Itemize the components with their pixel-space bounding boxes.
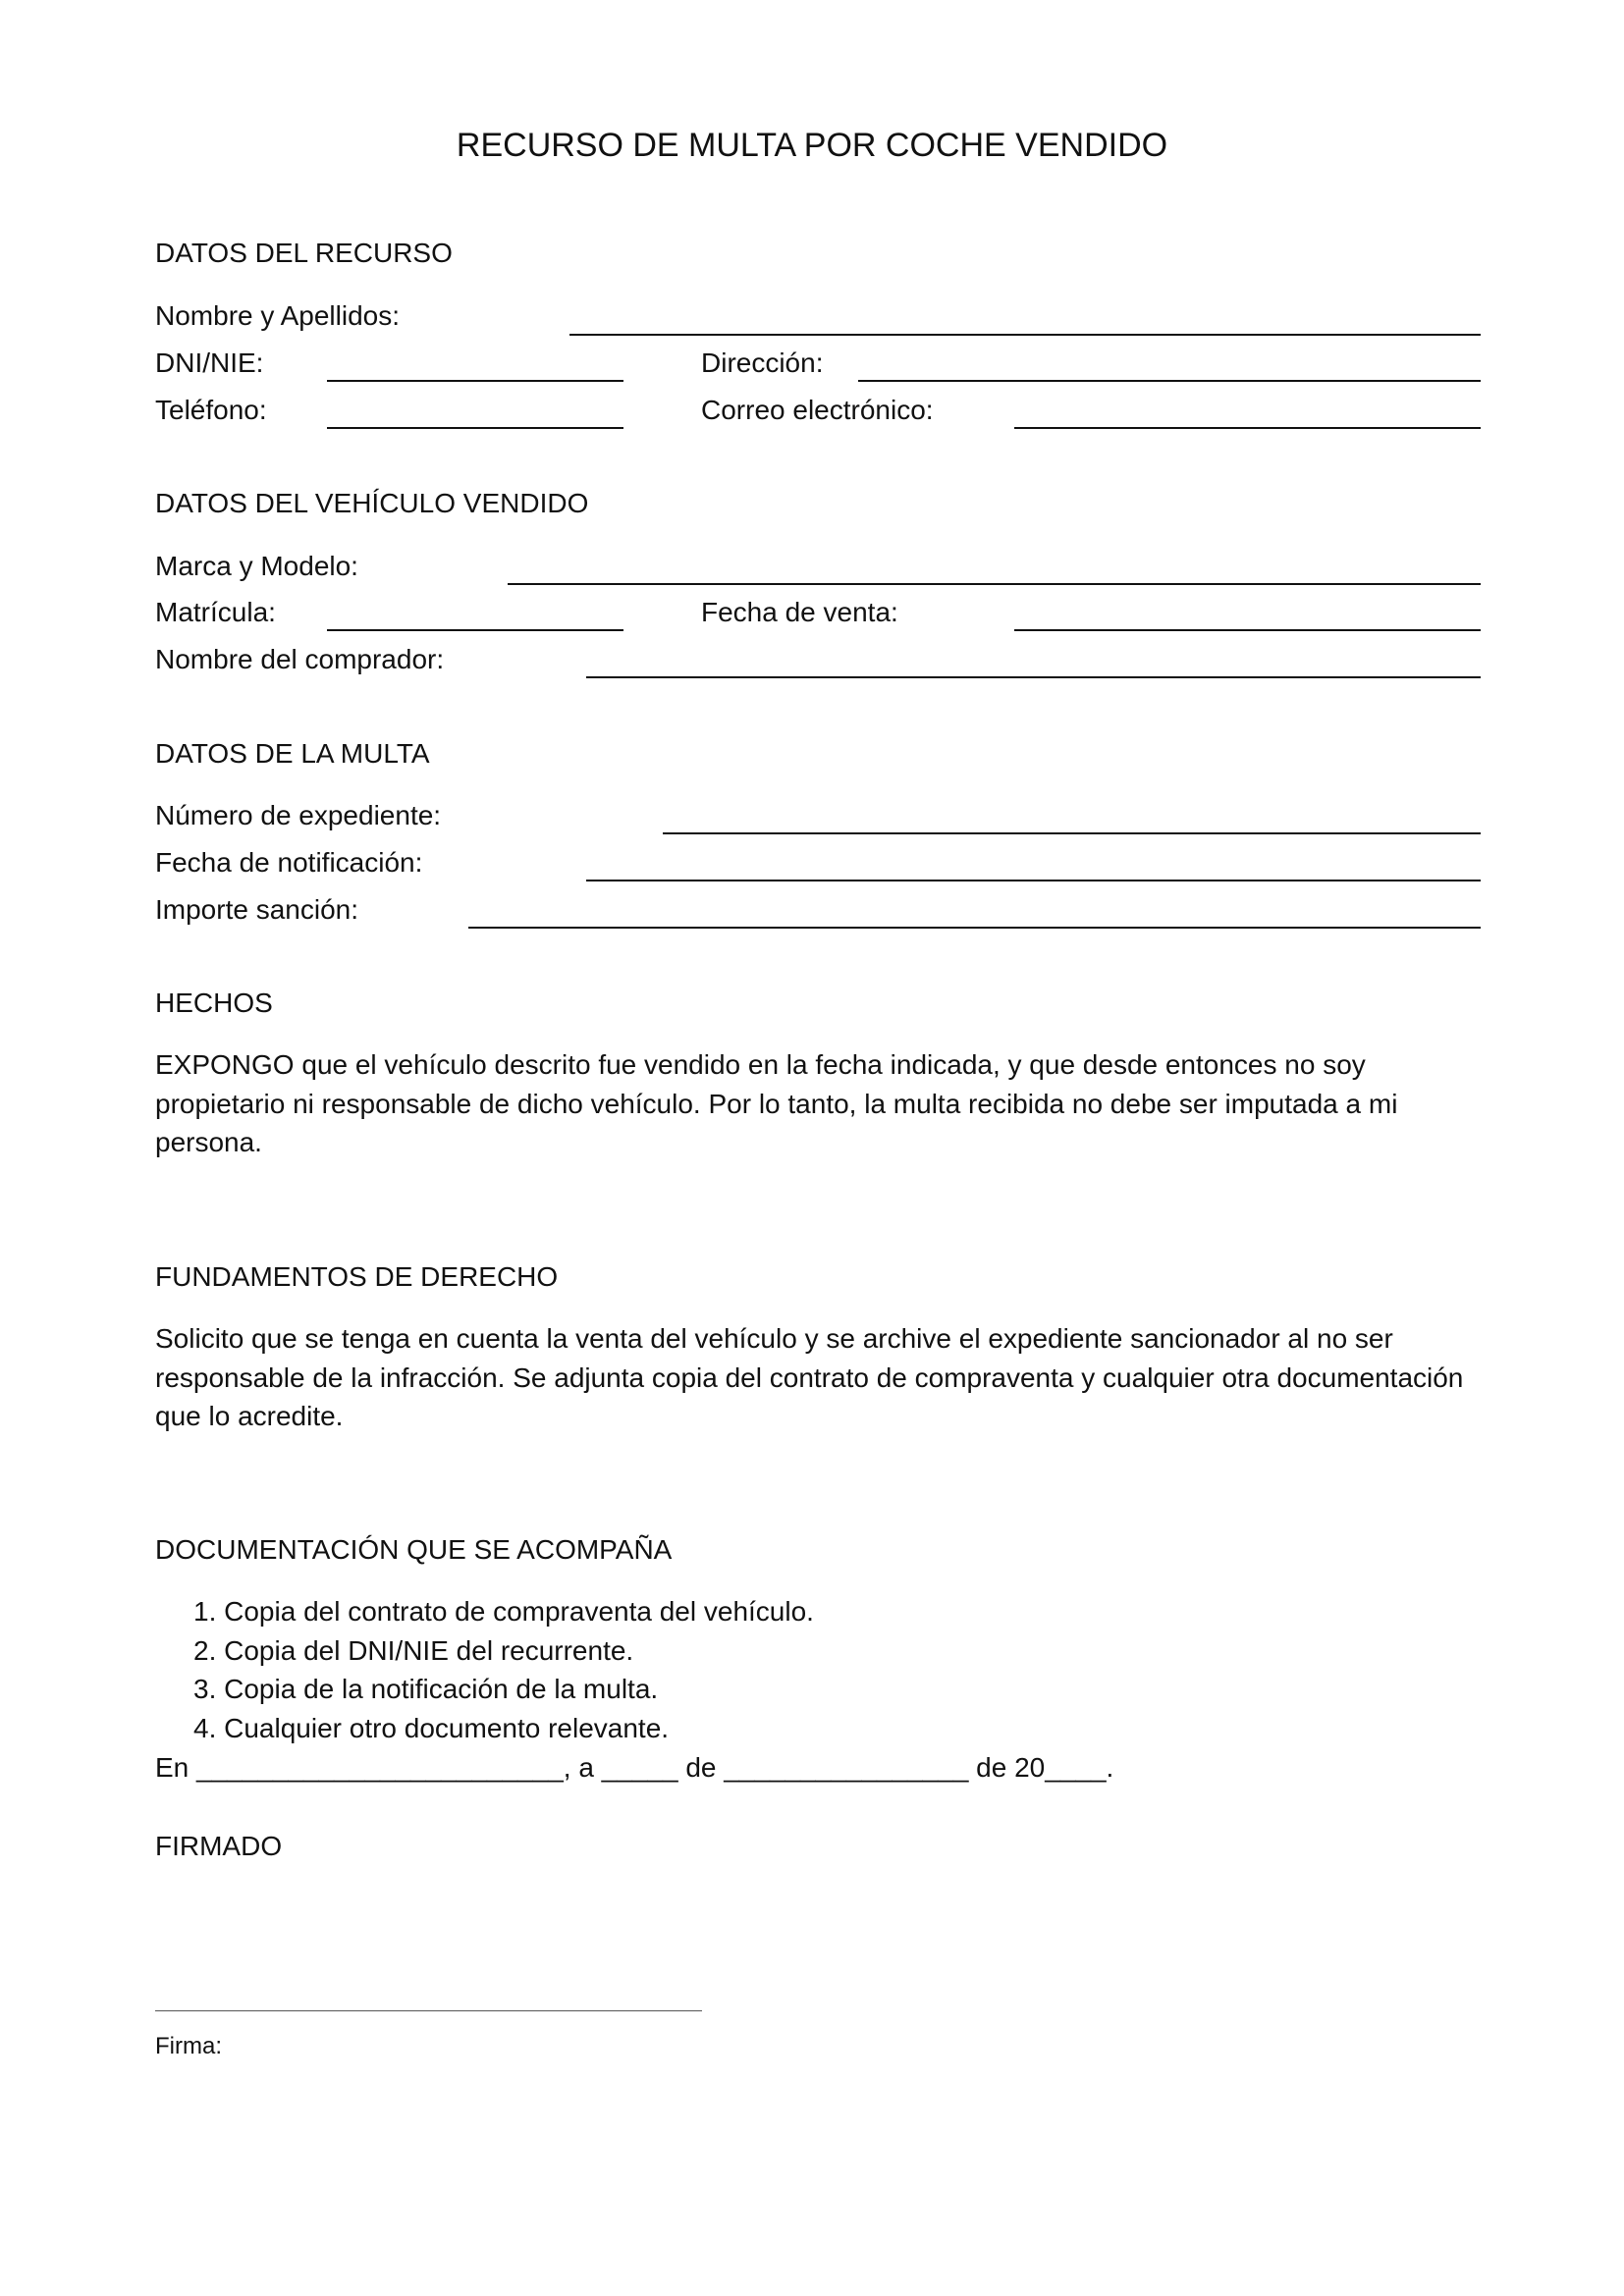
fundamentos-text: Solicito que se tenga en cuenta la venta del vehículo y se archive el expediente sancionador al no ser responsable de la infracción. Se adjunta copia del contrato de compraventa y cualquier otra documentación que lo acredite. (155, 1323, 1464, 1431)
amount-label: Importe sanción: (155, 894, 358, 925)
hechos-text: EXPONGO que el vehículo descrito fue vendido en la fecha indicada, y que desde entonces no soy propietario ni responsable de dicho vehículo. Por lo tanto, la multa recibida no debe ser imputada a mi persona. (155, 1049, 1398, 1157)
buyer-label: Nombre del comprador: (155, 644, 445, 674)
section-heading-multa: DATOS DE LA MULTA (155, 738, 430, 769)
document-list-item: 4. Cualquier otro documento relevante. (193, 1713, 670, 1743)
phone-label: Teléfono: (155, 395, 267, 425)
name-field[interactable] (569, 334, 1481, 336)
phone-field[interactable] (327, 427, 623, 429)
sale-date-label: Fecha de venta: (701, 597, 898, 627)
place-date-line[interactable]: En ________________________, a _____ de ________________ de 20____. (155, 1752, 1114, 1783)
plate-field[interactable] (327, 629, 623, 631)
file-number-label: Número de expediente: (155, 800, 442, 830)
buyer-field[interactable] (586, 676, 1481, 678)
section-heading-firmado: FIRMADO (155, 1831, 283, 1861)
amount-field[interactable] (468, 927, 1481, 929)
section-heading-documentacion: DOCUMENTACIÓN QUE SE ACOMPAÑA (155, 1534, 673, 1565)
dni-field[interactable] (327, 380, 623, 382)
address-label: Dirección: (701, 347, 824, 378)
dni-label: DNI/NIE: (155, 347, 264, 378)
name-label: Nombre y Apellidos: (155, 300, 401, 331)
signature-line[interactable] (155, 2010, 702, 2011)
document-list-item: 1. Copia del contrato de compraventa del vehículo. (193, 1596, 814, 1627)
notification-date-field[interactable] (586, 880, 1481, 881)
document-list-item: 2. Copia del DNI/NIE del recurrente. (193, 1635, 634, 1666)
email-field[interactable] (1014, 427, 1481, 429)
plate-label: Matrícula: (155, 597, 276, 627)
model-label: Marca y Modelo: (155, 551, 358, 581)
notification-date-label: Fecha de notificación: (155, 847, 423, 878)
file-number-field[interactable] (663, 832, 1481, 834)
document-list-item: 3. Copia de la notificación de la multa. (193, 1674, 659, 1704)
section-heading-hechos: HECHOS (155, 988, 273, 1018)
model-field[interactable] (508, 583, 1481, 585)
section-heading-fundamentos: FUNDAMENTOS DE DERECHO (155, 1261, 559, 1292)
document-title: RECURSO DE MULTA POR COCHE VENDIDO (456, 127, 1168, 164)
section-heading-recurso: DATOS DEL RECURSO (155, 238, 453, 268)
section-heading-vehiculo: DATOS DEL VEHÍCULO VENDIDO (155, 488, 589, 518)
email-label: Correo electrónico: (701, 395, 934, 425)
sale-date-field[interactable] (1014, 629, 1481, 631)
signature-label: Firma: (155, 2033, 222, 2059)
address-field[interactable] (858, 380, 1481, 382)
